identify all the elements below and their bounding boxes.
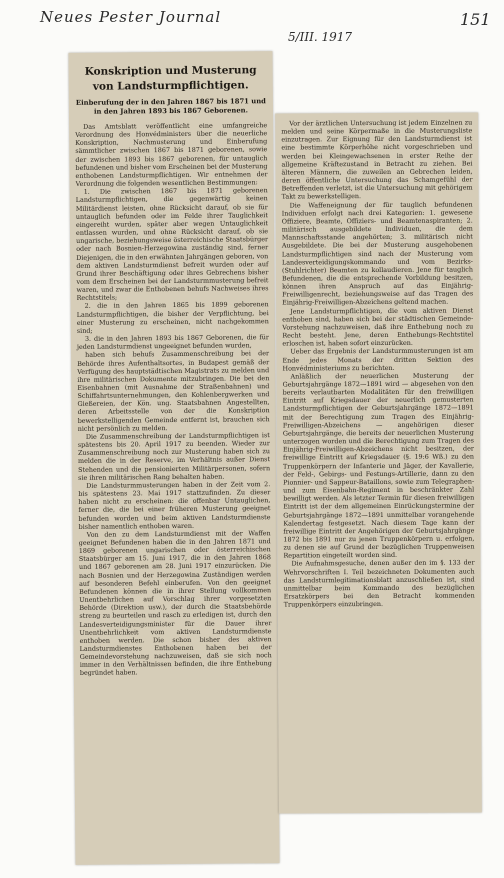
paragraph: Anläßlich der neuerlichen Musterung der Geburtsjahrgänge 1872—1891 wird — abgesehen von den bereits verlautbarten Modalitäten für den freiwilligen Eintritt auf Kriegsdauer der neuerlich gemusterten Landsturmpflichtigen der Geburtsjahrgänge 1872—1891 mit der Berechtigung zum Tragen des Einjährig-Freiwilligen-Abzeichens — angehörigen dieser Geburtsjahrgänge, die bereits der neuerlichen Musterung unterzogen worden und die Berechtigung zum Tragen des Einjährig-Freiwilligen-Abzeichens nicht besitzen, der freiwillige Eintritt auf Kriegsdauer (§. 19:6 Wß.) zu den Truppenkörpern der Infanterie und Jäger, der Kavallerie, der Feld-, Gebirgs- und Festungs-Artillerie, dann zu den Pionnier- und Sappeur-Bataillons, sowie zum Telegraphen- und zum Eisenbahn-Regiment in beschränkter Zahl bewilligt werden. Als letzter Termin für diesen freiwilligen Eintritt ist der dem allgemeinen Einrückungstermine der Geburtsjahrgänge 1872—1891 unmittelbar vorangehende Kalendertag festgesetzt. Nach diesem Tage kann der freiwillige Eintritt der Angehörigen der Geburtsjahrgänge 1872 bis 1891 nur zu jenen Truppenkörpern u. erfolgen, zu denen sie auf Grund der bezüglichen Truppenweisen Repartition eingeteilt worden sind.	[282, 371, 475, 560]
paragraph: haben sich behufs Zusammenschreibung bei der Behörde ihres Aufenthaltsortes, in Budapest gemäß der Verfügung des hauptstädtischen Magistrats zu melden und ihre militärischen Dokumente mitzubringen. Die bei den Eisenbahnen (mit Ausnahme der Straßenbahnen) und Schiffahrtsunternehmungen, den Kohlenbergwerken und Gießereien, der Kön. ung. Staatsbahnen Angestellten, deren Arbeitsstelle von der die Konskription bewerkstelligenden Gemeinde entfernt ist, brauchen sich nicht persönlich zu melden.	[77, 349, 270, 433]
newspaper-clipping-right	[275, 112, 482, 813]
newspaper-clipping-left	[68, 51, 279, 865]
article-subtitle: Einberufung der in den Jahren 1867 bis 1871 und in den Jahren 1893 bis 1867 Geborenen.	[75, 97, 266, 116]
paragraph: 3. die in den Jahren 1893 bis 1867 Geborenen, die für jeden Landsturmdienst ungeeignet befunden wurden,	[76, 333, 269, 352]
paragraph: 2. die in den Jahren 1865 bis 1899 geborenen Landsturmpflichtigen, die bisher der Verpflichtung, bei einer Musterung zu erscheinen, nicht nachgekommen sind;	[76, 300, 269, 335]
paragraph: Die Aufnahmsgesuche, denen außer den im §. 133 der Wehrvorschriften I. Teil bezeichneten Dokumenten auch das Landsturmlegitimationsblatt anzuschließen ist, sind unmittelbar beim Kommando des bezüglichen Ersatzkörpers bei den Betracht kommenden Truppenkörpers einzubringen.	[283, 558, 475, 609]
article-title: Konskription und Musterung von Landsturmpflichtigen.	[84, 64, 257, 93]
paragraph: Vor der ärztlichen Untersuchung ist jedem Einzelnen zu melden und seine Körpermaße in die Musterungsliste einzutragen. Zur Eignung für den Landsturmdienst ist eine bestimmte Körperhöhe nicht vorgeschrieben und werden bei Kleingewachsenen in erster Reihe der allgemeine Kräftezustand in Betracht zu ziehen. Bei älteren Männern, die zuweilen an Gebrechen leiden, deren öffentliche Untersuchung das Schamgefühl der Betreffenden verletzt, ist die Untersuchung mit gehörigem Takt zu bewerkstelligen.	[281, 118, 473, 201]
handwritten-source-note: Neues Pester Journal	[40, 8, 222, 26]
paragraph: Das Amtsblatt veröffentlicht eine umfangreiche Verordnung des Honvédministers über die neuerliche Konskription, Nachmusterung und Einberufung sämmtlicher zwischen 1867 bis 1871 geborenen, sowie der zwischen 1893 bis 1867 geborenen, für untauglich befundenen und bisher vom Erscheinen bei der Musterung enthobenen Landsturmpflichtigen. Wir entnehmen der Verordnung die folgenden wesentlichen Bestimmungen:	[75, 121, 268, 188]
paragraph: 1. Die zwischen 1867 bis 1871 geborenen Landsturmpflichtigen, die gegenwärtig keinen Militärdienst leisten, ohne Rücksicht darauf, ob sie für untauglich befunden oder im Felde ihrer Tauglichkeit eingereiht wurden, später aber wegen Untauglichkeit entlassen wurden, und ohne Rücksicht darauf, ob sie ungarische, beziehungsweise österreichische Staatsbürger oder nach Bosnien-Herzegowina zuständig sind, ferner Diejenigen, die in den erwähnten Jahrgängen geboren, von dem aktiven Landsturmdienst befreit wurden oder auf Grund ihrer Beschäftigung oder ihres Gebrechens bisher vom dem Erscheinen bei der Landsturmmusterung befreit waren, und zwar die Enthobenen behufs Nachweises ihres Rechtstitels;	[75, 186, 269, 303]
paragraph: Jene Landsturmpflichtigen, die vom aktiven Dienst enthoben sind, haben sich bei der städtischen Gemeinde-Vorstehung nachzuweisen, daß ihre Enthebung noch zu Recht besteht. Jene, deren Enthebungs-Rechtstitel erloschen ist, haben sofort einzurücken.	[282, 306, 474, 348]
paragraph: Von den zu dem Landsturmdienst mit der Waffen geeignet Befundenen haben die in den Jahren 1871 und 1869 geborenen ungarischen oder österreichischen Staatsbürger am 15. Juni 1917, die in den Jahren 1868 und 1867 geborenen am 28. Juni 1917 einzurücken. Die nach Bosnien und der Herzegowina Zuständigen werden auf besonderen Befehl einberufen. Von den geeignet Befundenen können die in ihrer Stellung vollkommen Unentbehrlichen auf Vorschlag ihrer vorgesetzten Behörde (Direktion usw.), der durch die Staatsbehörde streng zu beurteilen und rasch zu erledigen ist, durch den Landesverteidigungsminister für die Dauer ihrer Unentbehrlichkeit vom aktiven Landsturmdienste enthoben werden. Die schon bisher des aktiven Landsturmdienstes Enthobenen haben bei der Gemeindevorstehung nachzuweisen, daß sie sich noch immer in den Verhältnissen befinden, die ihre Enthebung begründet haben.	[78, 528, 272, 678]
paragraph: Ueber das Ergebnis der Landsturmmusterungen ist am Ende jedes Monats der dritten Sektion des Honvédministeriums zu berichten.	[282, 346, 474, 373]
paragraph: Die Zusammenschreibung der Landsturmpflichtigen ist spätestens bis 20. April 1917 zu beenden. Wieder zur Zusammenschreibung noch zur Musterung haben sich zu melden die in der Reserve, im Verhältnis außer Dienst Stehenden und die pensionierten Militärpersonen, sofern sie ihren militärischen Rang behalten haben.	[77, 431, 271, 482]
article-body-right	[275, 112, 481, 608]
article-body-left	[69, 121, 278, 677]
paragraph: Die Waffeneignung der für tauglich befundenen Individuen erfolgt nach drei Kategorien: 1. gewesene Offiziere, Beamte, Offiziers- und Beamtenaspiranten; 2. militärisch ausgebildete Individuen, die dem Mannschaftsstande angehörten; 3. militärisch nicht Ausgebildete. Die bei der Musterung ausgehobenen Landsturmpflichtigen sind nach der Musterung vom Landesverteidigungskommando und vom Bezirks- (Stuhlrichter) Beamten zu kollaudieren. Jene für tauglich Befundenen, die die entsprechende Vorbildung besitzen, können ihren Anspruch auf das Einjährig-Freiwilligenrecht, beziehungsweise auf das Tragen des Einjährig-Freiwilligen-Abzeichens geltend machen.	[281, 200, 474, 307]
paragraph: Die Landsturmmusterungen haben in der Zeit vom 2. bis spätestens 23. Mai 1917 stattzufinden. Zu dieser haben nicht zu erscheinen: die offenbar Untauglichen, ferner die, die bei einer früheren Musterung geeignet befunden worden und beim aktiven Landsturmdienste bisher namentlich enthoben waren.	[78, 480, 271, 531]
handwritten-date-note: 5/III. 1917	[288, 30, 353, 44]
handwritten-sheet-number: 151	[460, 10, 491, 29]
